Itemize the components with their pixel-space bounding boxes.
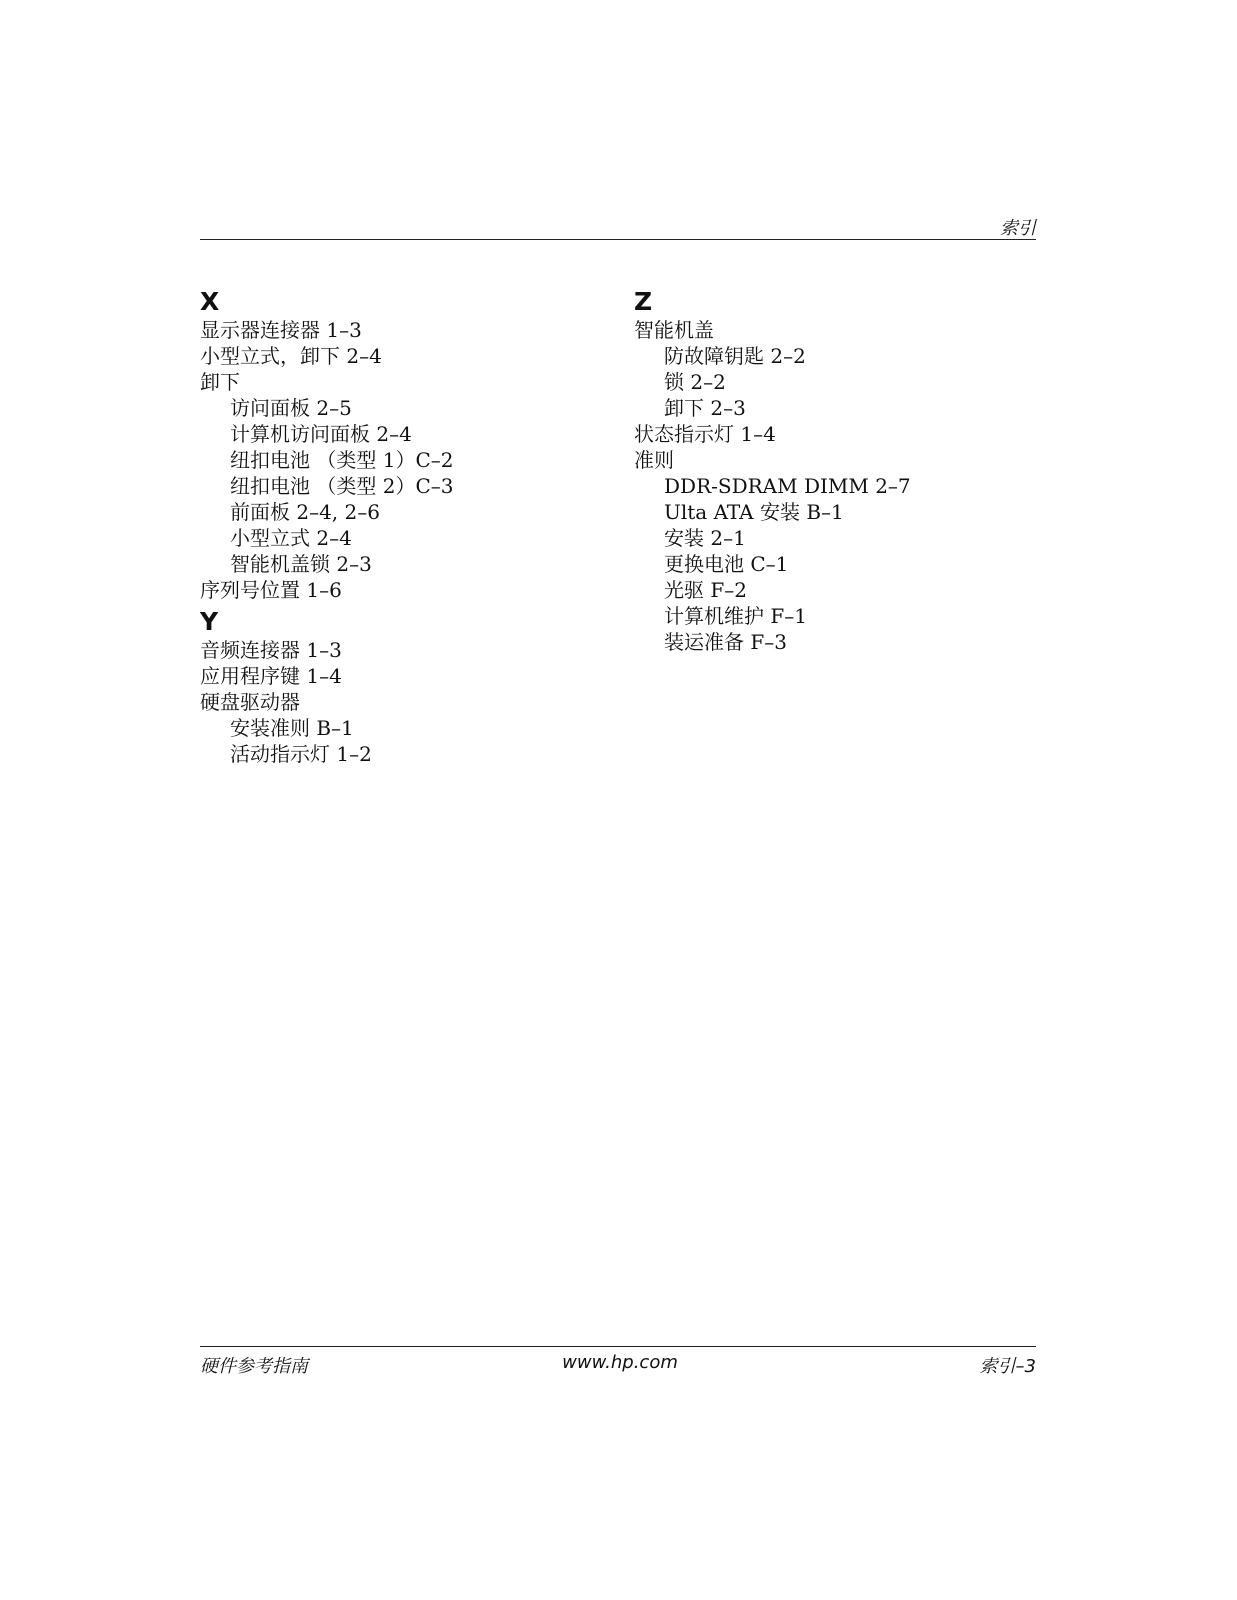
index-subentry: 安装准则 B–1 xyxy=(230,716,354,740)
index-subentry: 更换电池 C–1 xyxy=(664,552,789,576)
index-subentry: 光驱 F–2 xyxy=(664,578,747,602)
index-column-left xyxy=(200,287,620,771)
index-entry: 应用程序键 1–4 xyxy=(200,664,342,688)
index-subentry: 防故障钥匙 2–2 xyxy=(664,344,806,368)
header-rule xyxy=(200,239,1036,240)
index-subentry: 访问面板 2–5 xyxy=(230,396,352,420)
index-subentry: 纽扣电池 （类型 1）C–2 xyxy=(230,448,454,472)
index-entry: 智能机盖 xyxy=(634,318,714,342)
index-entry: 硬盘驱动器 xyxy=(200,690,300,714)
footer-rule xyxy=(200,1346,1036,1347)
index-subentry: 纽扣电池 （类型 2）C–3 xyxy=(230,474,454,498)
index-section-y xyxy=(200,607,620,767)
index-subentry: 锁 2–2 xyxy=(664,370,726,394)
index-section-z xyxy=(634,287,1034,655)
index-entry: 音频连接器 1–3 xyxy=(200,638,342,662)
index-subentry: 活动指示灯 1–2 xyxy=(230,742,372,766)
index-subentry: 智能机盖锁 2–3 xyxy=(230,552,372,576)
index-subentry: 装运准备 F–3 xyxy=(664,630,787,654)
index-entry: 状态指示灯 1–4 xyxy=(634,422,776,446)
index-entry: 序列号位置 1–6 xyxy=(200,578,342,602)
index-subentry: DDR-SDRAM DIMM 2–7 xyxy=(664,474,911,498)
section-letter: X xyxy=(200,287,220,316)
footer-page-number: 索引–3 xyxy=(979,1356,1036,1377)
index-subentry: 前面板 2–4, 2–6 xyxy=(230,500,380,524)
index-entry: 卸下 xyxy=(200,370,240,394)
index-subentry: 安装 2–1 xyxy=(664,526,746,550)
running-head-title: 索引 xyxy=(1000,218,1036,239)
index-entry: 显示器连接器 1–3 xyxy=(200,318,362,342)
footer-book-title: 硬件参考指南 xyxy=(200,1356,308,1377)
index-subentry: 计算机访问面板 2–4 xyxy=(230,422,412,446)
section-letter: Y xyxy=(200,607,219,636)
index-subentry: Ulta ATA 安装 B–1 xyxy=(664,500,844,524)
index-entry: 小型立式，卸下 2–4 xyxy=(200,344,382,368)
index-subentry: 小型立式 2–4 xyxy=(230,526,352,550)
index-section-x xyxy=(200,287,620,603)
section-letter: Z xyxy=(634,287,653,316)
footer-url: www.hp.com xyxy=(562,1352,678,1373)
index-column-right xyxy=(634,287,1034,659)
index-subentry: 卸下 2–3 xyxy=(664,396,746,420)
index-entry: 准则 xyxy=(634,448,674,472)
index-subentry: 计算机维护 F–1 xyxy=(664,604,807,628)
